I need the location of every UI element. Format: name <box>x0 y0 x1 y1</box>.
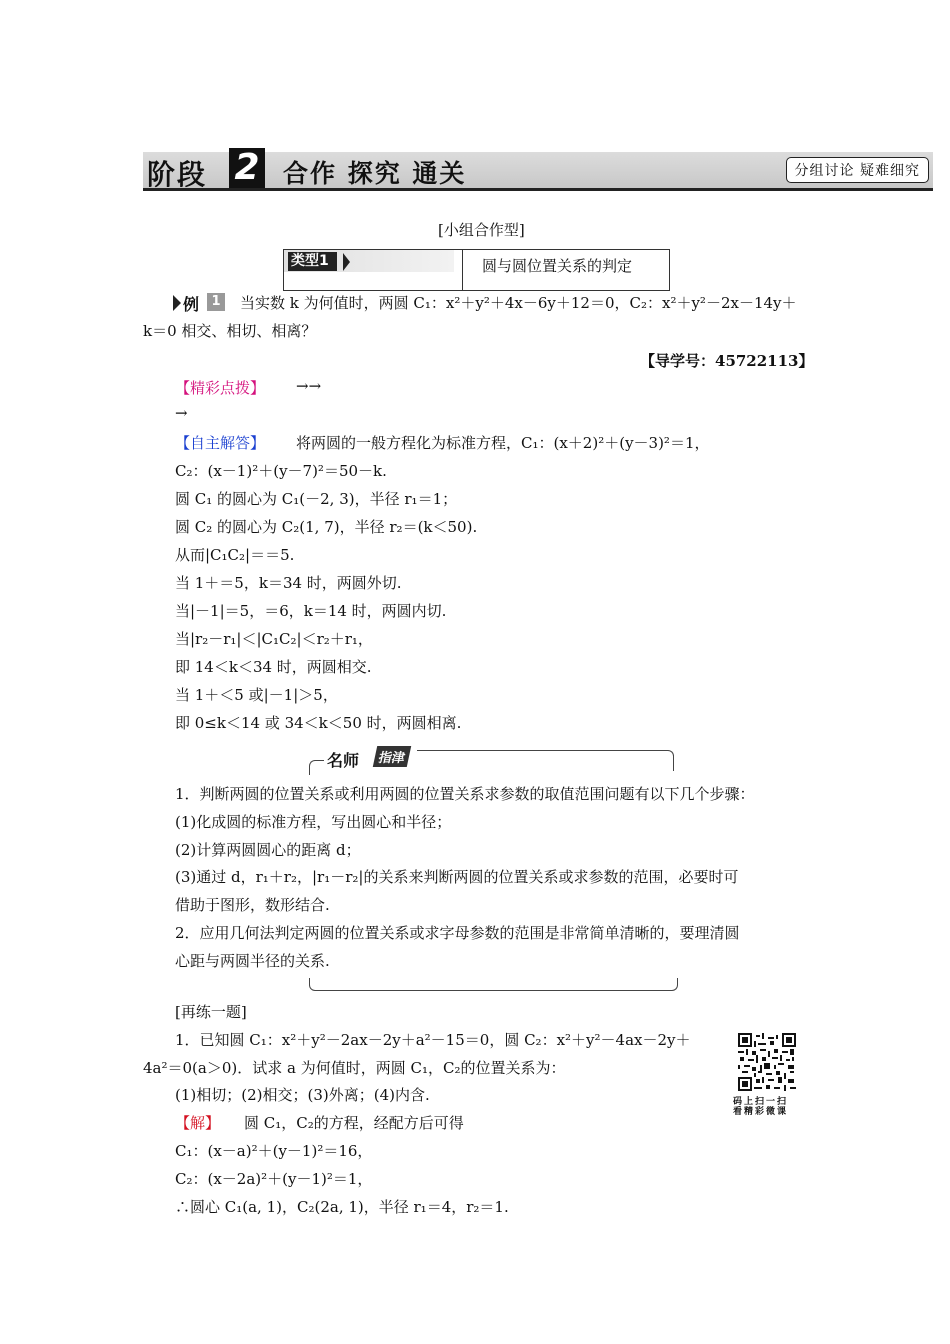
teacher-note-header <box>309 748 676 772</box>
solution-line-6: 当 1＋＝5，k＝34 时，两圆外切. <box>175 574 402 592</box>
qr-code-icon[interactable] <box>738 1033 796 1091</box>
hint-arrows-2: → <box>175 404 188 422</box>
answer-line-3: C₂：(x－2a)²＋(y－1)²＝1， <box>175 1170 373 1188</box>
answer-line-1: 圆 C₁，C₂的方程，经配方后可得 <box>244 1114 464 1132</box>
practice-q2: 4a²＝0(a＞0)．试求 a 为何值时，两圆 C₁，C₂的位置关系为： <box>143 1059 566 1077</box>
solution-line-10: 当 1＋＜5 或|－1|＞5， <box>175 686 338 704</box>
solution-line-3: 圆 C₁ 的圆心为 C₁(－2, 3)，半径 r₁＝1； <box>175 490 458 508</box>
solution-line-9: 即 14＜k＜34 时，两圆相交. <box>175 658 372 676</box>
practice-q1: 1．已知圆 C₁：x²＋y²－2ax－2y＋a²－15＝0，圆 C₂：x²＋y²－4ax－2y＋ <box>175 1031 691 1049</box>
solution-line-2: C₂：(x－1)²＋(y－7)²＝50－k. <box>175 462 387 480</box>
stage-title: 合作 探究 通关 <box>283 159 467 188</box>
type-box <box>283 249 670 291</box>
arrow-right-icon <box>343 253 350 271</box>
divider <box>462 250 463 290</box>
solution-line-11: 即 0≤k＜14 或 34＜k＜50 时，两圆相离. <box>175 714 462 732</box>
section-banner <box>143 147 933 191</box>
hint-arrows: →→ <box>296 377 322 395</box>
type-label-bg <box>284 250 454 272</box>
solution-label: 【自主解答】 <box>175 434 266 452</box>
solution-line-1: 将两圆的一般方程化为标准方程，C₁：(x＋2)²＋(y－3)²＝1， <box>296 434 710 452</box>
practice-q3: (1)相切；(2)相交；(3)外离；(4)内含. <box>175 1086 430 1104</box>
stage-number: 2 <box>229 148 265 188</box>
note-frame-bottom <box>309 978 678 991</box>
note-p6: 2．应用几何法判定两圆的位置关系或求字母参数的范围是非常简单清晰的，要理清圆 <box>175 924 740 942</box>
stage-word: 阶段 <box>147 158 208 191</box>
example-line-2: k＝0 相交、相切、相离？ <box>143 322 317 340</box>
answer-line-4: ∴圆心 C₁(a, 1)，C₂(2a, 1)，半径 r₁＝4，r₂＝1. <box>175 1198 509 1216</box>
note-p4: (3)通过 d，r₁＋r₂，|r₁－r₂|的关系来判断两圆的位置关系或求参数的范围，必要时可 <box>175 868 739 886</box>
teacher-note-badge: 指津 <box>373 746 411 767</box>
note-p2: (1)化成圆的标准方程，写出圆心和半径； <box>175 813 452 831</box>
note-frame-left <box>309 760 324 775</box>
note-p7: 心距与两圆半径的关系. <box>175 952 330 970</box>
teacher-note-title: 名师 <box>327 751 360 770</box>
triangle-icon <box>173 295 181 311</box>
example-number: 1 <box>207 293 225 311</box>
solution-line-7: 当|－1|＝5，＝6，k＝14 时，两圆内切. <box>175 602 447 620</box>
solution-line-4: 圆 C₂ 的圆心为 C₂(1, 7)，半径 r₂＝(k＜50). <box>175 518 478 536</box>
note-frame-top <box>417 750 674 771</box>
qr-caption-2: 看精彩微课 <box>733 1107 789 1117</box>
answer-line-2: C₁：(x－a)²＋(y－1)²＝16， <box>175 1142 373 1160</box>
hint-label: 【精彩点拨】 <box>175 379 266 397</box>
group-tag: [小组合作型] <box>438 221 525 239</box>
solution-line-8: 当|r₂－r₁|＜|C₁C₂|＜r₂＋r₁， <box>175 630 373 648</box>
stage-tag: 分组讨论 疑难细究 <box>786 157 929 183</box>
note-p3: (2)计算两圆圆心的距离 d； <box>175 841 361 859</box>
type-title: 圆与圆位置关系的判定 <box>482 257 633 275</box>
note-p1: 1．判断两圆的位置关系或利用两圆的位置关系求参数的取值范围问题有以下几个步骤： <box>175 785 755 803</box>
solution-line-5: 从而|C₁C₂|＝＝5. <box>175 546 295 564</box>
example-line-1: 当实数 k 为何值时，两圆 C₁：x²＋y²＋4x－6y＋12＝0，C₂：x²＋y²－2x－14y＋ <box>240 294 797 312</box>
example-label: 例 <box>183 295 200 314</box>
practice-label: [再练一题] <box>175 1003 247 1021</box>
answer-label: 【解】 <box>175 1114 221 1132</box>
qr-caption-1: 码上扫一扫 <box>733 1097 789 1107</box>
guide-number: 【导学号：45722113】 <box>640 352 814 370</box>
note-p5: 借助于图形，数形结合. <box>175 896 330 914</box>
type-label: 类型1 <box>288 252 337 271</box>
